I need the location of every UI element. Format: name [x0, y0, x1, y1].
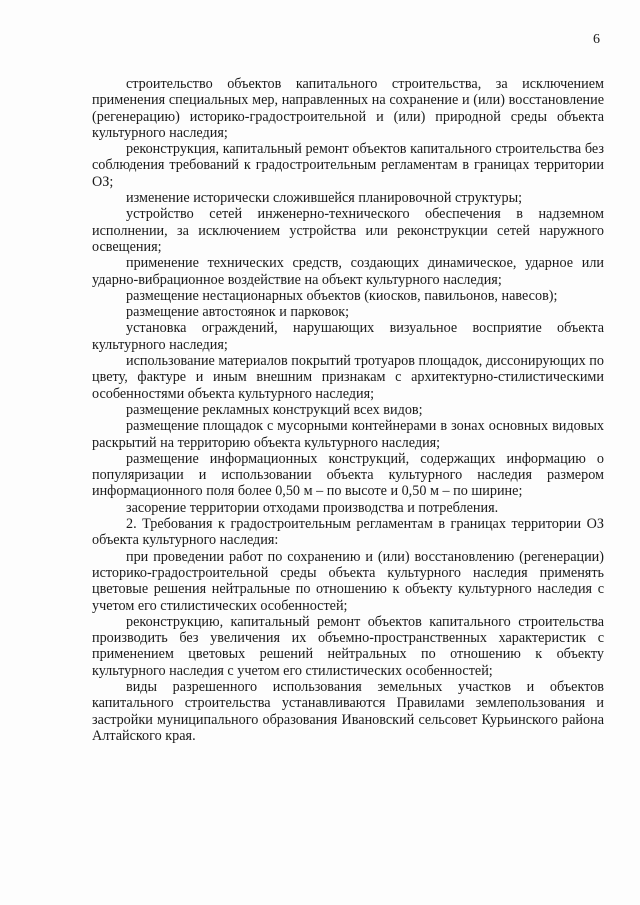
paragraph-16: реконструкцию, капитальный ремонт объектов капитального строительства производить без увеличения их объемно-пространственных характеристик с применением цветовых решений нейтральных по отношению к объекту культурного наследия с учетом его стилистических особенностей; [92, 613, 604, 679]
paragraph-9: использование материалов покрытий тротуаров площадок, диссонирующих по цвету, фактуре и иным внешним признакам с архитектурно-стилистическими особенностями объекта культурного наследия; [92, 353, 604, 402]
document-body [92, 76, 604, 744]
paragraph-2: реконструкция, капитальный ремонт объектов капитального строительства без соблюдения требований к градостроительным регламентам в границах территории ОЗ; [92, 141, 604, 190]
page-number: 6 [593, 32, 600, 47]
paragraph-13: засорение территории отходами производства и потребления. [126, 499, 499, 516]
paragraph-8: установка ограждений, нарушающих визуальное восприятие объекта культурного наследия; [92, 320, 604, 353]
paragraph-10: размещение рекламных конструкций всех видов; [126, 401, 423, 418]
paragraph-3: изменение исторически сложившейся планировочной структуры; [126, 190, 523, 207]
paragraph-7: размещение автостоянок и парковок; [126, 304, 350, 321]
paragraph-6: размещение нестационарных объектов (киосков, павильонов, навесов); [126, 287, 558, 304]
paragraph-11: размещение площадок с мусорными контейнерами в зонах основных видовых раскрытий на территорию объекта культурного наследия; [92, 418, 604, 451]
paragraph-4: устройство сетей инженерно-технического обеспечения в надземном исполнении, за исключением устройства или реконструкции сетей наружного освещения; [92, 206, 604, 255]
paragraph-15: при проведении работ по сохранению и (или) восстановлению (регенерации) историко-градостроительной среды объекта культурного наследия применять цветовые решения нейтральные по отношению к объекту культурного наследия с учетом его стилистических особенностей; [92, 548, 604, 614]
paragraph-17: виды разрешенного использования земельных участков и объектов капитального строительства устанавливаются Правилами землепользования и застройки муниципального образования Ивановский сельсовет Курьинского района Алтайского края. [92, 678, 604, 744]
section-heading-2: 2. Требования к градостроительным регламентам в границах территории ОЗ объекта культурного наследия: [92, 516, 604, 549]
paragraph-12: размещение информационных конструкций, содержащих информацию о популяризации и использовании объекта культурного наследия размером информационного поля более 0,50 м – по высоте и 0,50 м – по ширине; [92, 450, 604, 500]
paragraph-5: применение технических средств, создающих динамическое, ударное или ударно-вибрационное воздействие на объект культурного наследия; [92, 255, 604, 288]
paragraph-1: строительство объектов капитального строительства, за исключением применения специальных мер, направленных на сохранение и (или) восстановление (регенерацию) историко-градостроительной и (или) природной среды объекта культурного наследия; [92, 76, 604, 141]
